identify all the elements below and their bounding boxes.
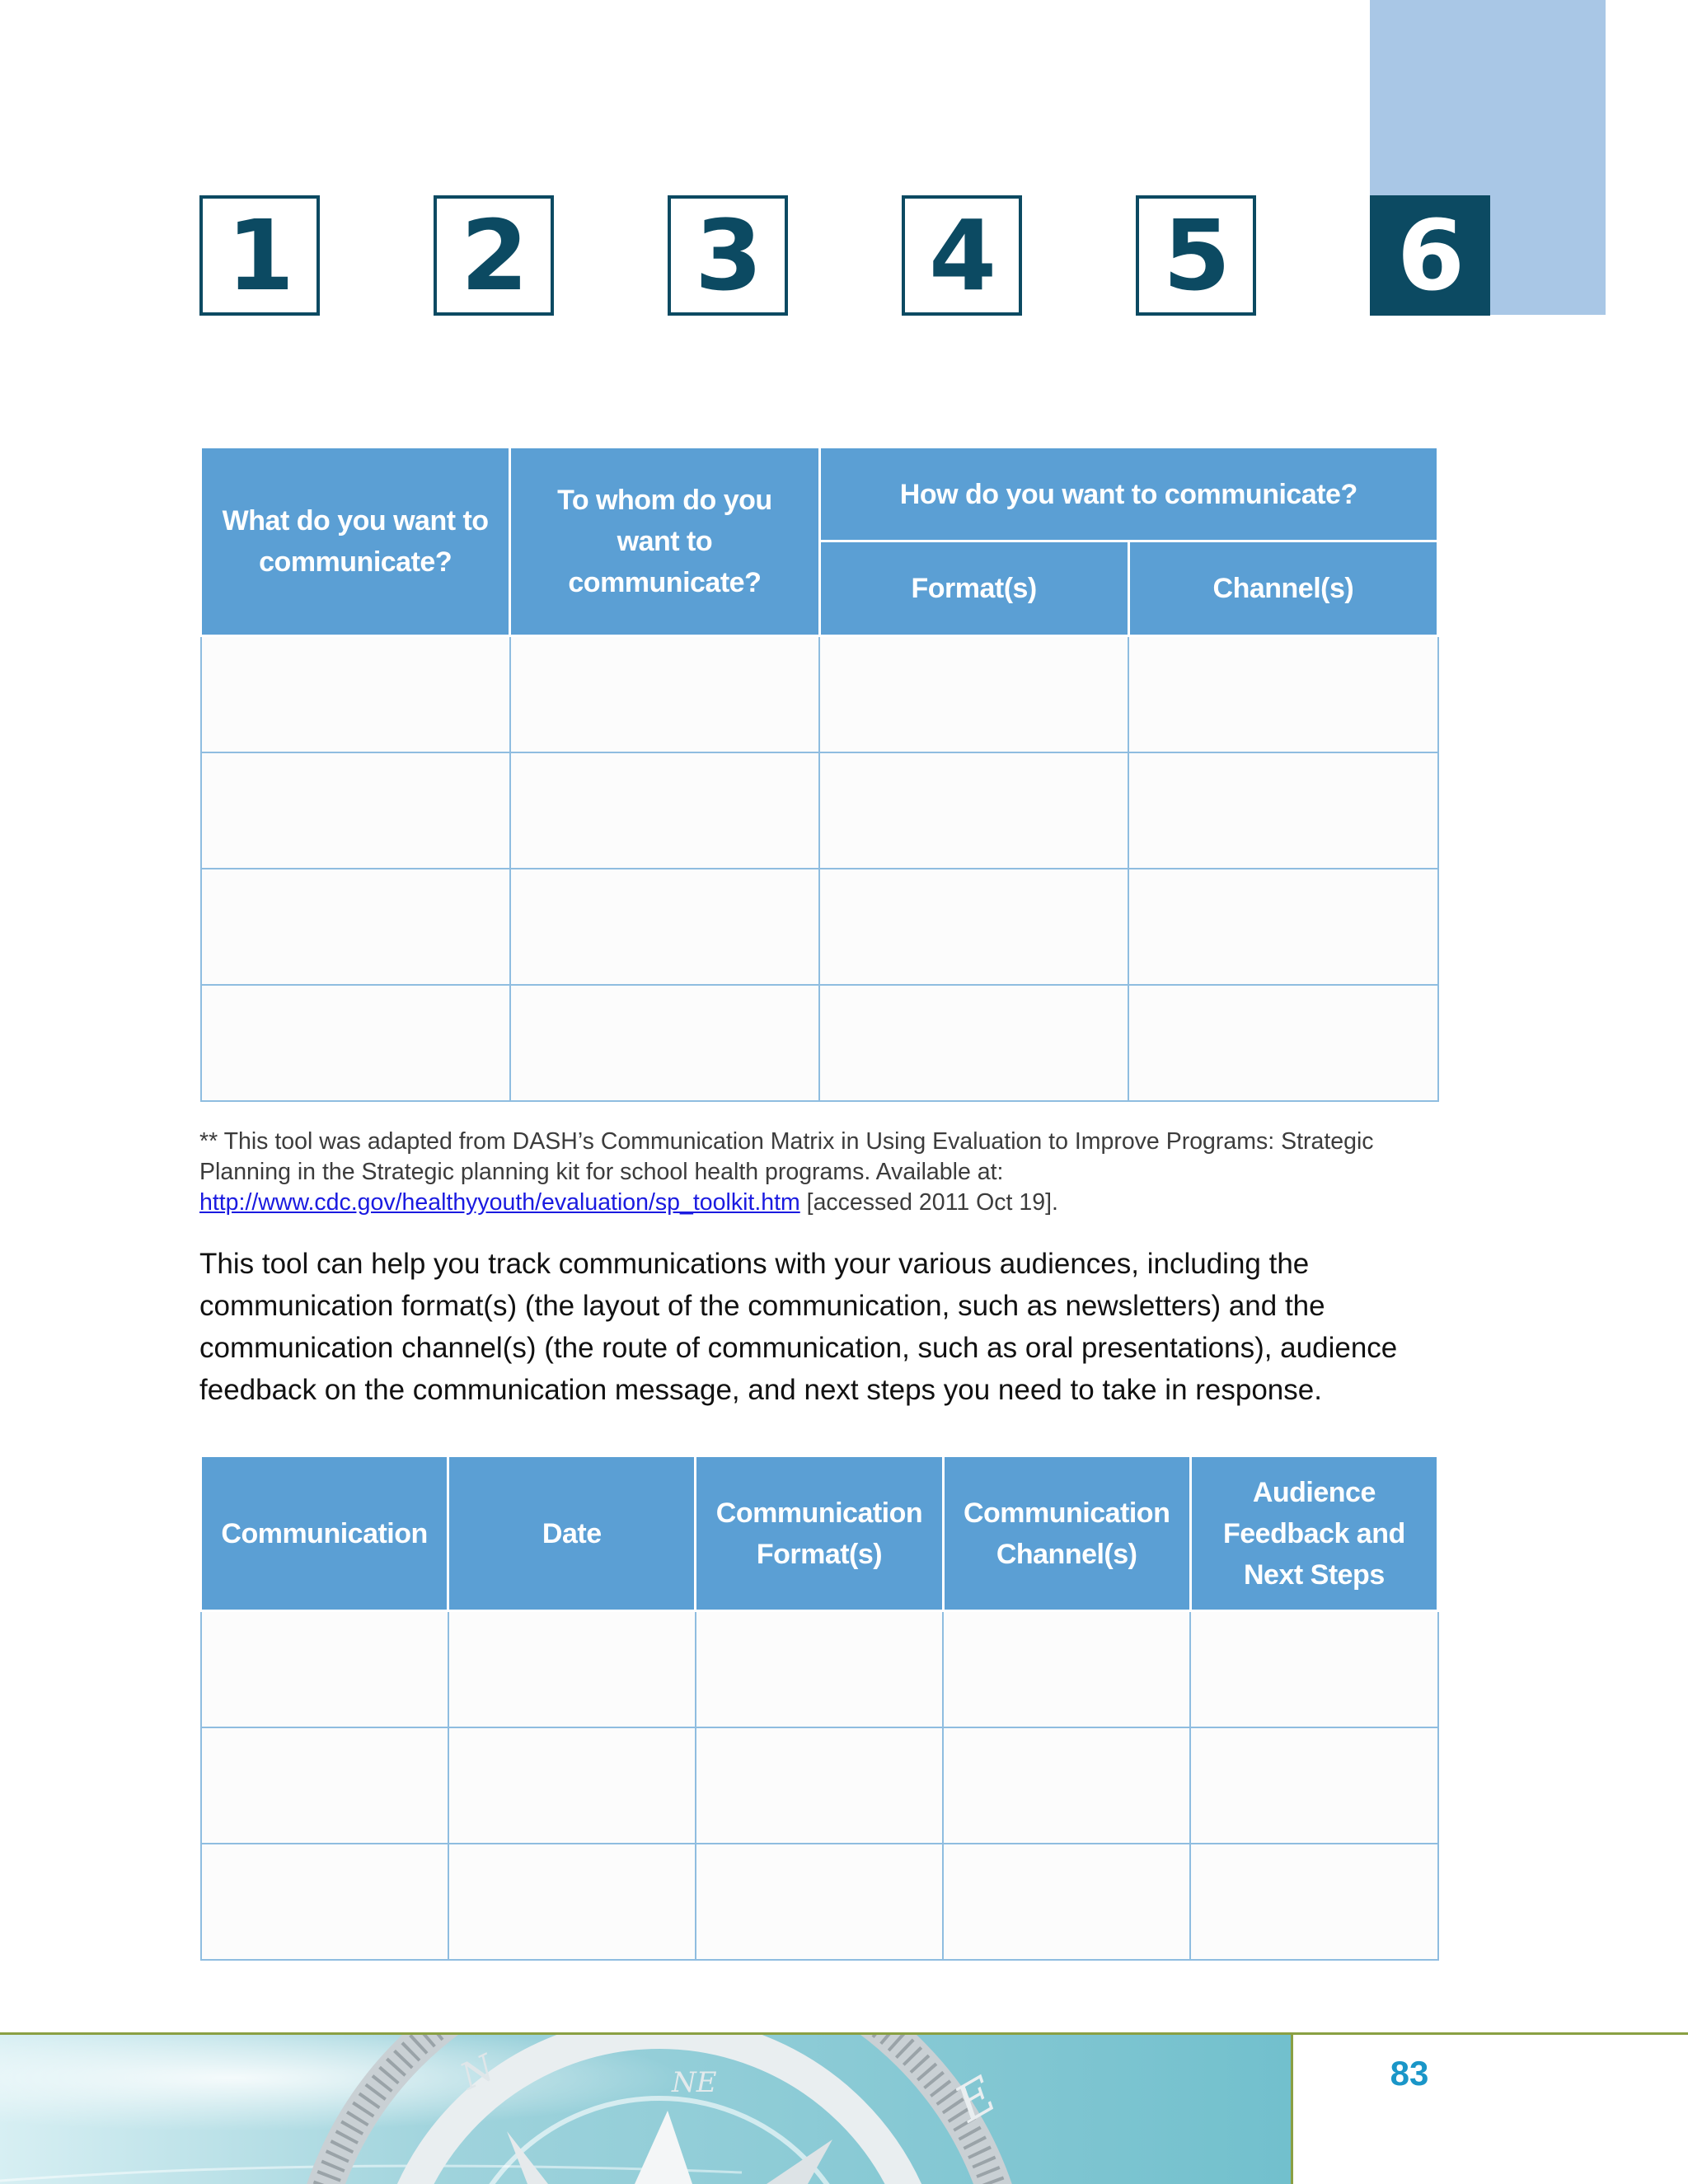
table-cell[interactable] — [1128, 752, 1437, 869]
table-cell[interactable] — [1128, 636, 1437, 753]
table-row — [201, 636, 1438, 753]
table-cell[interactable] — [1128, 869, 1437, 985]
table-row — [201, 1844, 1438, 1960]
table-cell[interactable] — [819, 985, 1128, 1101]
step-2-box: 2 — [434, 195, 554, 316]
table-cell[interactable] — [1190, 1844, 1437, 1960]
footer-divider — [1291, 2032, 1293, 2184]
footnote-text: ** This tool was adapted from DASH’s Communication Matrix in Using Evaluation to Improve Programs: Strategic Planning in the Strategic planning kit for school health programs. Available at: — [199, 1128, 1374, 1185]
toolkit-link[interactable]: http://www.cdc.gov/healthyyouth/evaluation/sp_toolkit.htm — [199, 1189, 800, 1216]
table-cell[interactable] — [201, 1844, 448, 1960]
table-cell[interactable] — [201, 752, 510, 869]
header-communication: Communication — [201, 1456, 448, 1611]
table-cell[interactable] — [696, 1727, 943, 1844]
table-cell[interactable] — [201, 1611, 448, 1728]
table-cell[interactable] — [448, 1727, 696, 1844]
step-1-box: 1 — [199, 195, 320, 316]
header-channel: Channel(s) — [1128, 541, 1437, 636]
table-cell[interactable] — [943, 1611, 1190, 1728]
step-5-box: 5 — [1136, 195, 1256, 316]
table-cell[interactable] — [201, 636, 510, 753]
page-footer — [0, 2032, 1688, 2184]
table-row — [201, 752, 1438, 869]
table-cell[interactable] — [696, 1844, 943, 1960]
compass-illustration — [0, 2032, 1291, 2184]
table-cell[interactable] — [201, 869, 510, 985]
header-format: Format(s) — [819, 541, 1128, 636]
source-footnote — [199, 1127, 1452, 1218]
table-cell[interactable] — [510, 752, 819, 869]
table-cell[interactable] — [510, 869, 819, 985]
step-6-box-active: 6 — [1370, 195, 1490, 316]
communication-matrix-table — [199, 446, 1439, 1102]
header-communication-format: Communication Format(s) — [696, 1456, 943, 1611]
table-row — [201, 869, 1438, 985]
table-cell[interactable] — [696, 1611, 943, 1728]
table-cell[interactable] — [448, 1611, 696, 1728]
compass-banner — [0, 2032, 1291, 2184]
table-cell[interactable] — [1190, 1611, 1437, 1728]
table-cell[interactable] — [510, 985, 819, 1101]
table-row — [201, 1611, 1438, 1728]
step-3-box: 3 — [668, 195, 788, 316]
table-cell[interactable] — [819, 636, 1128, 753]
step-4-box: 4 — [902, 195, 1022, 316]
header-how: How do you want to communicate? — [819, 448, 1438, 541]
table-row — [201, 985, 1438, 1101]
table-cell[interactable] — [1128, 985, 1437, 1101]
header-whom: To whom do you want to communicate? — [510, 448, 819, 636]
header-what: What do you want to communicate? — [201, 448, 510, 636]
tool-description: This tool can help you track communications with your various audiences, including the communication format(s) (the layout of the communication, such as newsletters) and the communication channel(s) (the route of communication, such as oral presentations), audience feedback on the communication message, and next steps you need to take in response. — [199, 1248, 1398, 1406]
header-date: Date — [448, 1456, 696, 1611]
compass-label-n: N — [454, 2046, 501, 2098]
compass-label-e: E — [945, 2065, 1006, 2134]
table-cell[interactable] — [448, 1844, 696, 1960]
header-audience-feedback: Audience Feedback and Next Steps — [1190, 1456, 1437, 1611]
table-cell[interactable] — [819, 752, 1128, 869]
compass-label-ne: NE — [672, 2066, 717, 2099]
communication-tracking-table — [199, 1455, 1439, 1961]
table-cell[interactable] — [819, 869, 1128, 985]
table-row — [201, 1727, 1438, 1844]
table-cell[interactable] — [1190, 1727, 1437, 1844]
table-cell[interactable] — [201, 985, 510, 1101]
table-cell[interactable] — [943, 1727, 1190, 1844]
page-number: 83 — [1390, 2054, 1429, 2093]
table-cell[interactable] — [943, 1844, 1190, 1960]
table-cell[interactable] — [510, 636, 819, 753]
step-navigation — [199, 195, 1490, 316]
footnote-accessed: [accessed 2011 Oct 19]. — [799, 1189, 1058, 1216]
header-communication-channel: Communication Channel(s) — [943, 1456, 1190, 1611]
table-cell[interactable] — [201, 1727, 448, 1844]
footer-rule — [0, 2032, 1688, 2035]
